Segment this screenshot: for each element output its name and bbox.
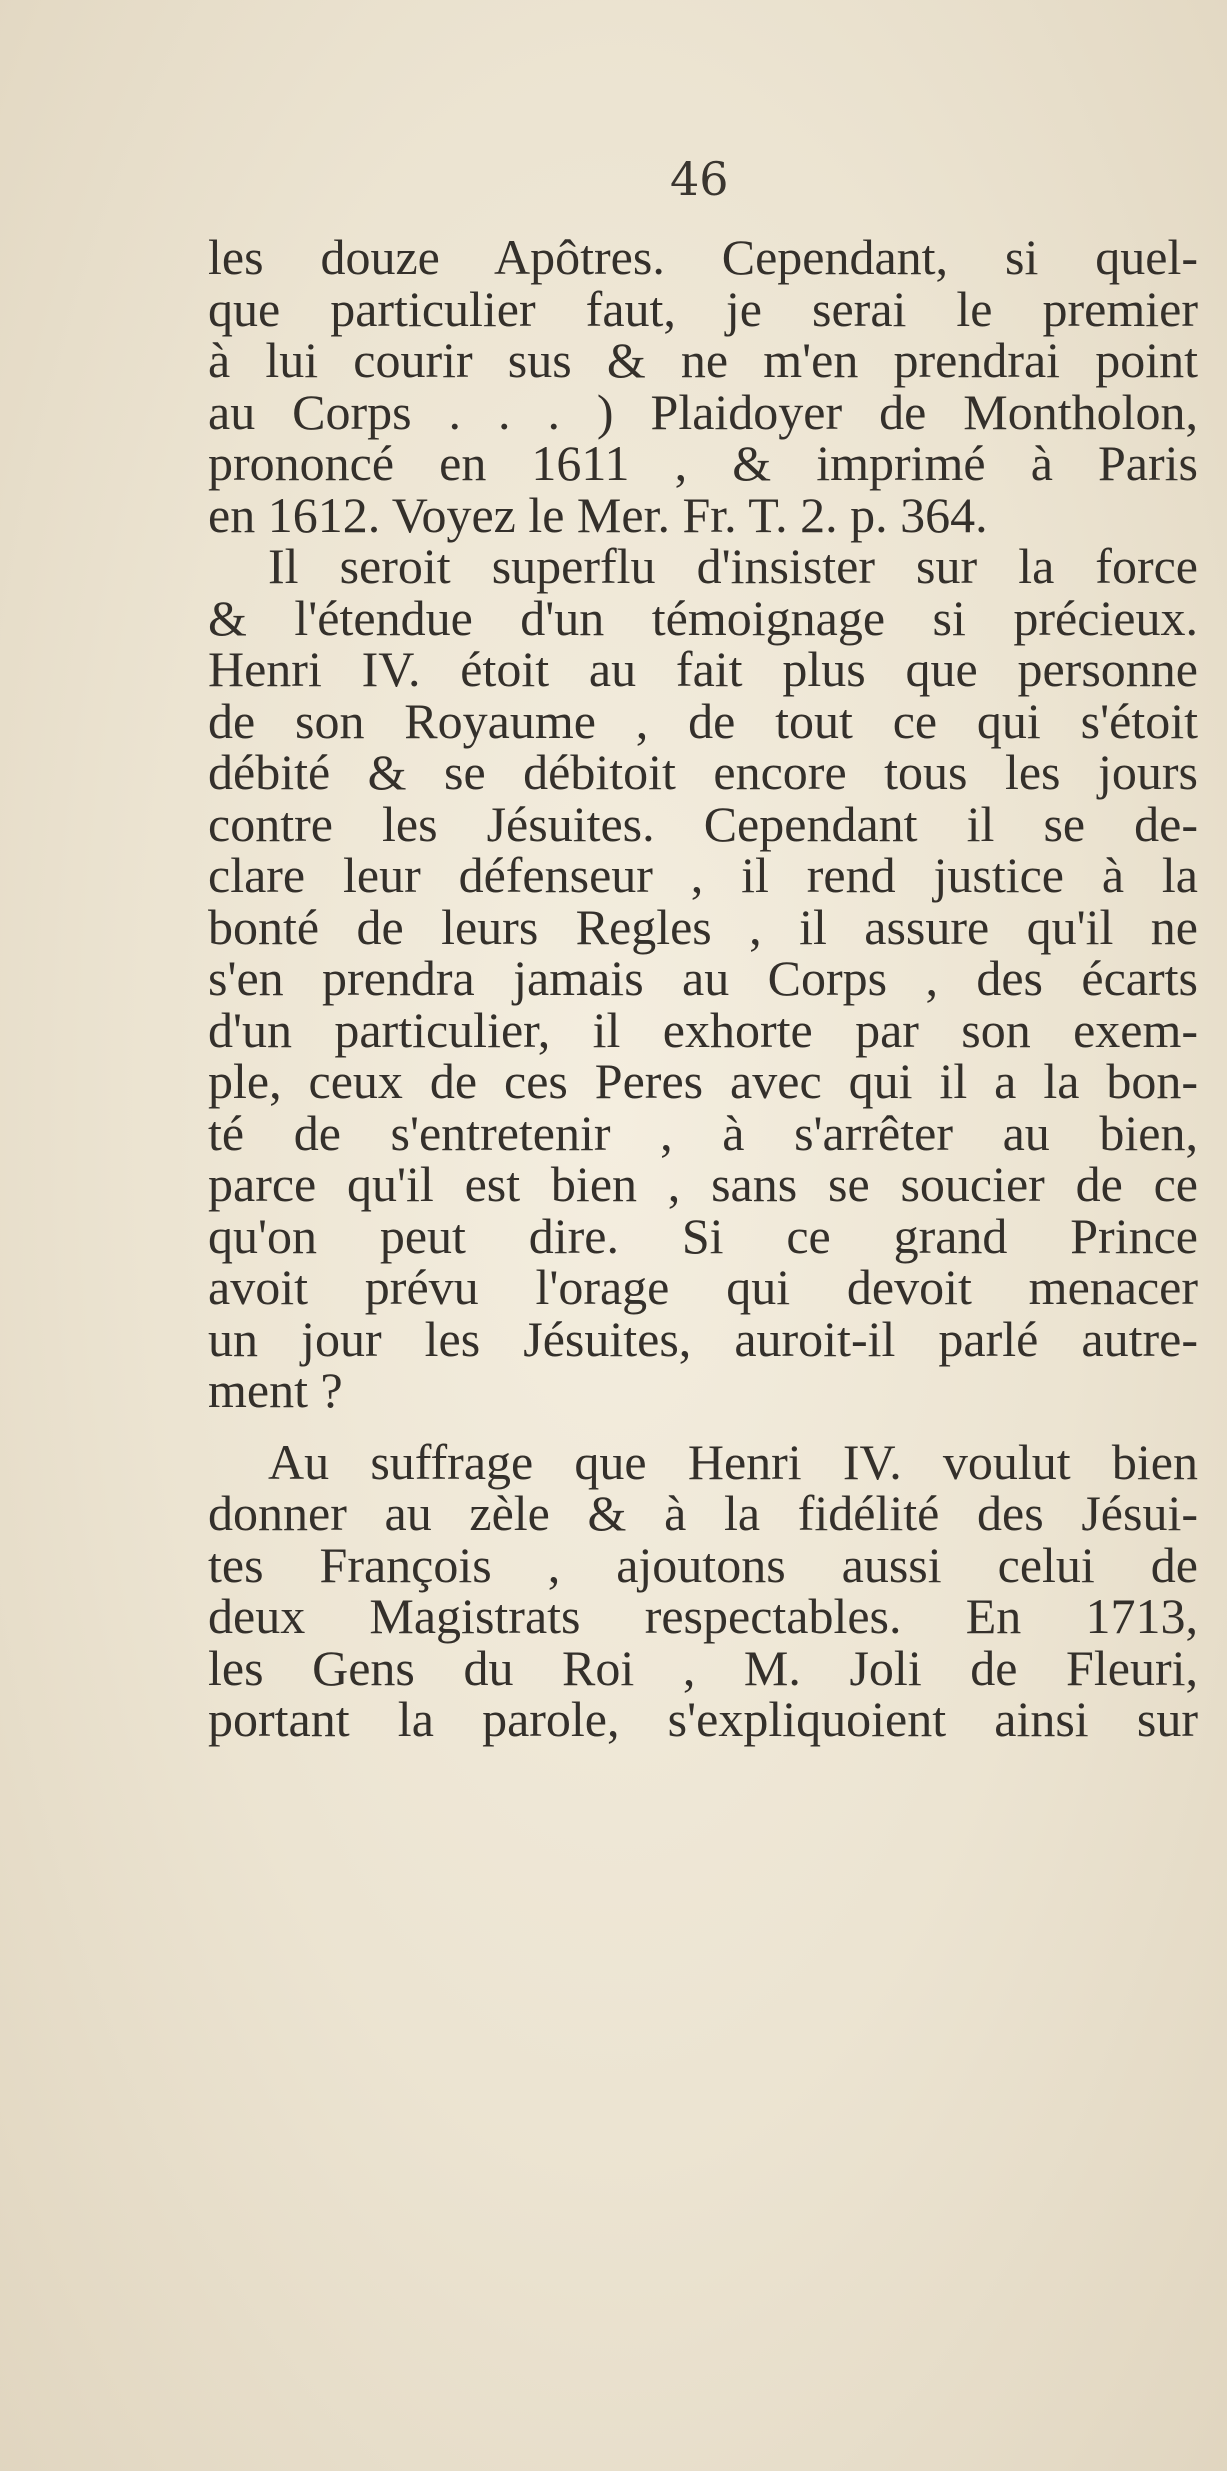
text-line: bonté de leurs Regles , il assure qu'il ne (208, 898, 1198, 955)
text-line: les douze Apôtres. Cependant, si quel- (208, 229, 1198, 285)
text-line: d'un particulier, il exhorte par son exem- (208, 1001, 1198, 1058)
text-line: s'en prendra jamais au Corps , des écarts (208, 950, 1198, 1006)
text-line: Il seroit superflu d'insister sur la force (268, 538, 1198, 594)
text-line: en 1612. Voyez le Mer. Fr. T. 2. p. 364. (208, 486, 988, 543)
text-line: avoit prévu l'orage qui devoit menacer (208, 1259, 1198, 1315)
text-line: prononcé en 1611 , & imprimé à Paris (208, 435, 1198, 491)
text-line: tes François , ajoutons aussi celui de (208, 1536, 1198, 1593)
text-line: au Corps . . . ) Plaidoyer de Montholon, (208, 383, 1198, 440)
text-line: deux Magistrats respectables. En 1713, (208, 1588, 1198, 1644)
text-line: que particulier faut, je serai le premier (208, 280, 1198, 337)
text-line: clare leur défenseur , il rend justice à la (208, 847, 1198, 903)
text-line: les Gens du Roi , M. Joli de Fleuri, (208, 1639, 1198, 1696)
text-line: donner au zèle & à la fidélité des Jésui- (208, 1485, 1198, 1541)
text-line: qu'on peut dire. Si ce grand Prince (208, 1207, 1198, 1264)
text-line: Henri IV. étoit au fait plus que personne (208, 641, 1198, 697)
text-line: ple, ceux de ces Peres avec qui il a la bon- (208, 1053, 1198, 1109)
text-line: un jour les Jésuites, auroit-il parlé autre- (208, 1310, 1198, 1367)
text-line: débité & se débitoit encore tous les jours (208, 744, 1198, 800)
text-line: de son Royaume , de tout ce qui s'étoit (208, 692, 1198, 749)
text-line: à lui courir sus & ne m'en prendrai point (208, 332, 1198, 388)
text-line: portant la parole, s'expliquoient ainsi sur (208, 1691, 1198, 1747)
text-line: & l'étendue d'un témoignage si précieux. (208, 589, 1198, 646)
text-line: parce qu'il est bien , sans se soucier de ce (208, 1156, 1198, 1212)
text-line: té de s'entretenir , à s'arrêter au bien, (208, 1104, 1198, 1161)
page-number: 46 (670, 152, 729, 206)
text-line: contre les Jésuites. Cependant il se de- (208, 795, 1198, 852)
text-line: ment ? (208, 1362, 343, 1418)
body-text (208, 229, 1198, 1747)
text-line: Au suffrage que Henri IV. voulut bien (268, 1433, 1198, 1490)
